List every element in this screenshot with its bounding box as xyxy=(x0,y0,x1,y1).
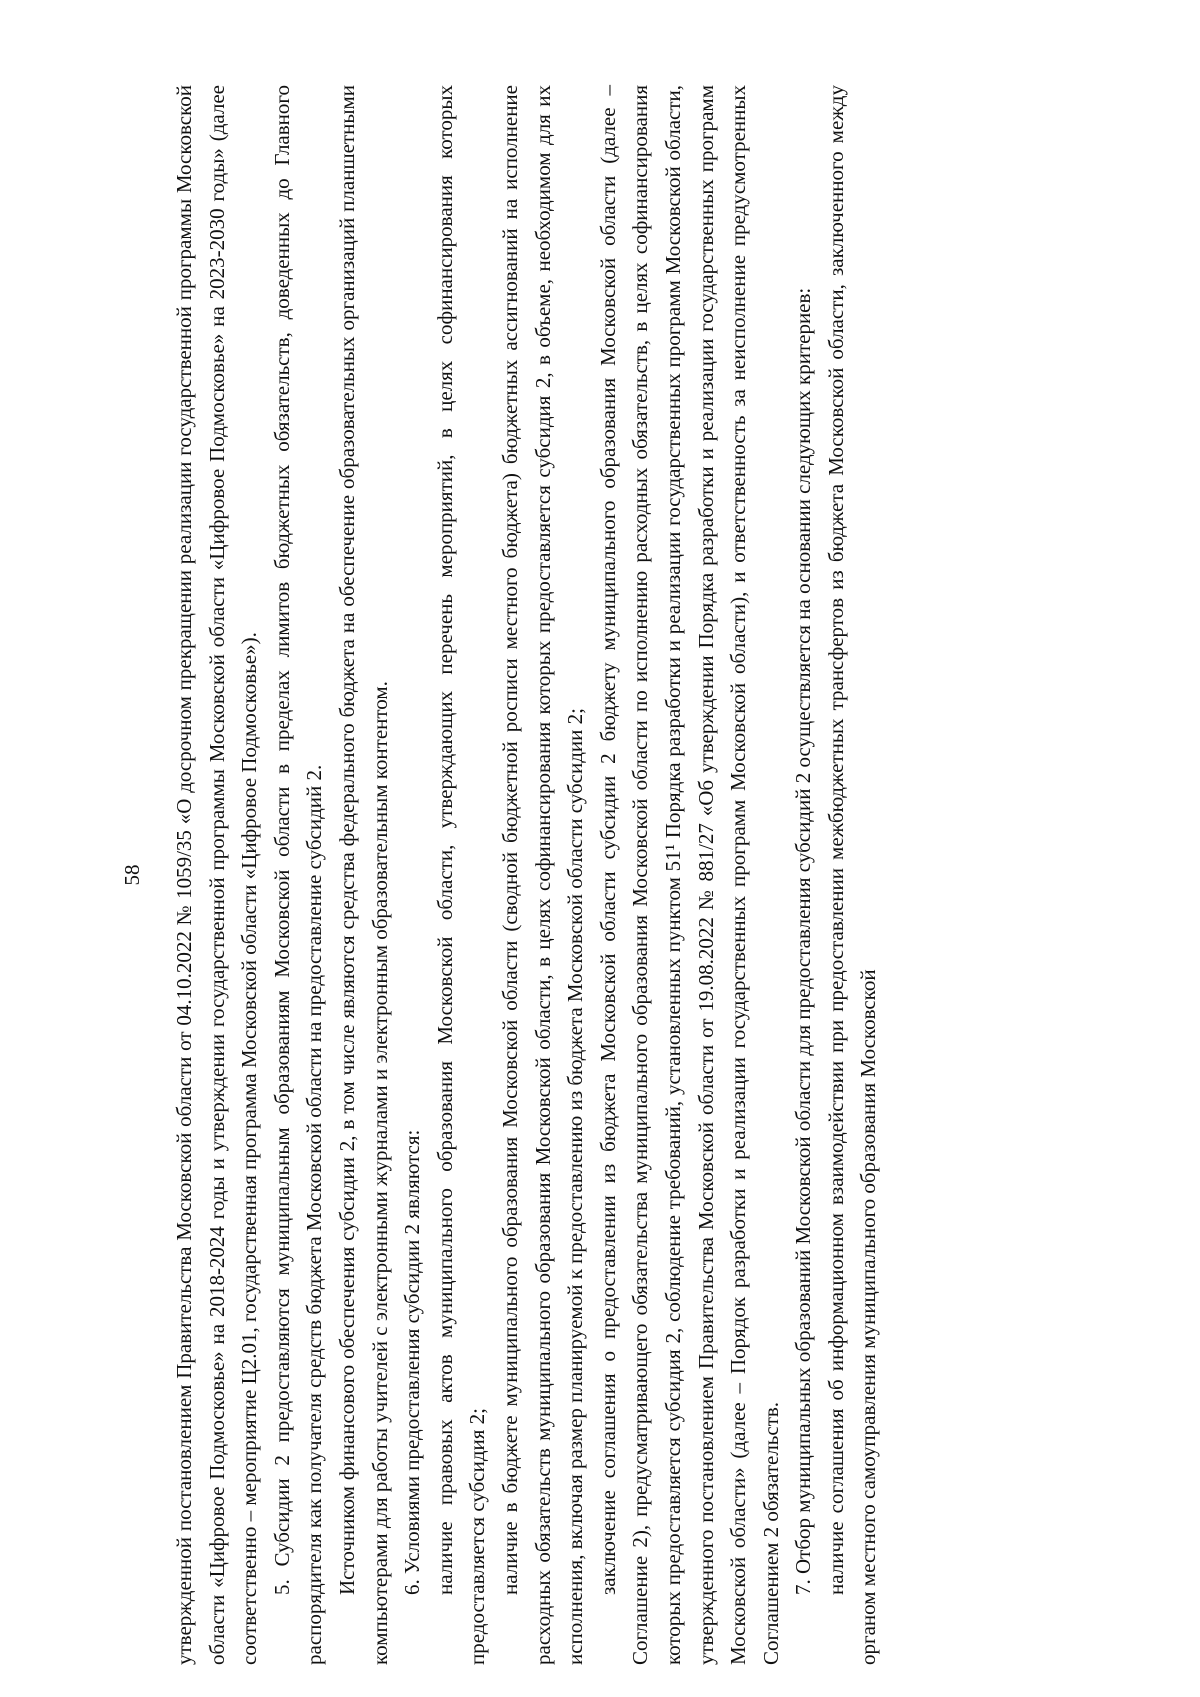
paragraph-5: наличие правовых актов муниципального образования Московской области, утверждающих перечень мероприятий, в целях софинансирования которых предоставляется субсидия 2; xyxy=(432,85,490,1665)
body-text xyxy=(168,85,885,1665)
paragraph-1: утвержденной постановлением Правительства Московской области от 04.10.2022 № 1059/35 «О досрочном прекращении реализации государственной программы Московской области «Цифровое Подмосковье» на 2018-2024 годы и утверждении государственной программы Московской области «Цифровое Подмосковье» на 2023-2030 годы» (далее соответственно – мероприятие Ц2.01, государственная программа Московской области «Цифровое Подмосковье»). xyxy=(172,85,262,1665)
paragraph-7: заключение соглашения о предоставлении из бюджета Московской области субсидии 2 бюджету муниципального образования Московской области (далее – Соглашение 2), предусматривающего обязательства муниципального образования Московской области по исполнению расходных обязательств, в целях софинансирования которых предоставляется субсидия 2, соблюдение требований, установленных пунктом 51¹ Порядка разработки и реализации государственных программ Московской области, утвержденного постановлением Правительства Московской области от 19.08.2022 № 881/27 «Об утверждении Порядка разработки и реализации государственных программ Московской области» (далее – Порядок разработки и реализации государственных программ Московской области), и ответственность за неисполнение предусмотренных Соглашением 2 обязательств. xyxy=(595,85,783,1665)
paragraph-8: 7. Отбор муниципальных образований Московской области для предоставления субсидий 2 осуществляется на основании следующих критериев: xyxy=(791,287,816,1595)
paragraph-2: 5. Субсидии 2 предоставляются муниципальным образованиям Московской области в пределах лимитов бюджетных обязательств, доведенных до Главного распорядителя как получателя средств бюджета Московской области на предоставление субсидий 2. xyxy=(269,85,327,1665)
paragraph-9: наличие соглашения об информационном взаимодействии при предоставлении межбюджетных трансфертов из бюджета Московской области, заключенного между органом местного самоуправления муниципального образования Московской xyxy=(823,85,881,1665)
paragraph-3: Источником финансового обеспечения субсидии 2, в том числе являются средства федерального бюджета на обеспечение образовательных организаций планшетными компьютерами для работы учителей с электронными журналами и электронным образовательным контентом. xyxy=(334,85,392,1665)
paragraph-6: наличие в бюджете муниципального образования Московской области (сводной бюджетной росписи местного бюджета) бюджетных ассигнований на исполнение расходных обязательств муниципального образования Московской области, в целях софинансирования которых предоставляется субсидия 2, в объеме, необходимом для их исполнения, включая размер планируемой к предоставлению из бюджета Московской области субсидии 2; xyxy=(497,85,588,1665)
paragraph-4: 6. Условиями предоставления субсидии 2 являются: xyxy=(400,1129,425,1595)
page-number: 58 xyxy=(120,864,144,886)
rotated-content xyxy=(120,85,1080,1665)
